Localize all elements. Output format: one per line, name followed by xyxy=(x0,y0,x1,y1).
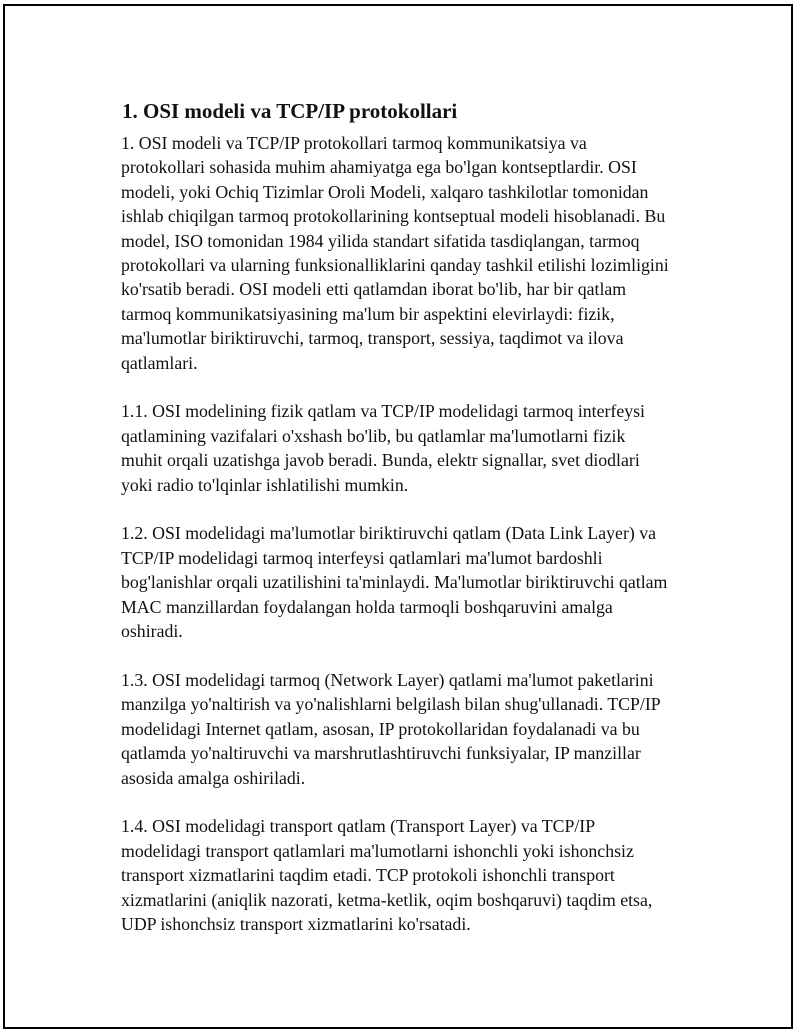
text-line: transport xizmatlarini taqdim etadi. TCP protokoli ishonchli transport xyxy=(121,865,615,886)
text-line: bog'lanishlar orqali uzatilishini ta'minlaydi. Ma'lumotlar biriktiruvchi qatlam xyxy=(121,572,668,593)
text-line: UDP ishonchsiz transport xizmatlarini ko'rsatadi. xyxy=(121,913,471,934)
text-line: model, ISO tomonidan 1984 yilida standart sifatida tasdiqlangan, tarmoq xyxy=(121,230,640,251)
text-line: modelidagi Internet qatlam, asosan, IP protokollaridan foydalanadi va bu xyxy=(121,718,640,739)
text-line: protokollari va ularning funksionalliklarini qanday tashkil etilishi lozimligini xyxy=(121,255,669,276)
text-line: qatlamlari. xyxy=(121,352,198,373)
paragraph-intro xyxy=(121,131,693,375)
document-title: 1. OSI modeli va TCP/IP protokollari xyxy=(122,99,458,123)
paragraph-1-1 xyxy=(121,399,693,497)
text-line: 1. OSI modeli va TCP/IP protokollari tarmoq kommunikatsiya va xyxy=(121,133,587,153)
text-line: ishlab chiqilgan tarmoq protokollarining kontseptual modeli hisoblanadi. Bu xyxy=(121,206,666,227)
text-line: modeli, yoki Ochiq Tizimlar Oroli Modeli, xalqaro tashkilotlar tomonidan xyxy=(121,181,649,202)
text-line: asosida amalga oshiriladi. xyxy=(121,767,306,788)
text-line: qatlamda yo'naltiruvchi va marshrutlashtiruvchi funksiyalar, IP manzillar xyxy=(121,743,641,764)
page-frame xyxy=(3,4,793,1029)
text-line: 1.1. OSI modelining fizik qatlam va TCP/IP modelidagi tarmoq interfeysi xyxy=(121,401,645,422)
text-line: manzilga yo'naltirish va yo'nalishlarni belgilash bilan shug'ullanadi. TCP/IP xyxy=(121,694,661,715)
text-line: xizmatlarini (aniqlik nazorati, ketma-ketlik, oqim boshqaruvi) taqdim etsa, xyxy=(121,889,653,910)
document-body xyxy=(121,98,693,961)
text-line: qatlamining vazifalari o'xshash bo'lib, bu qatlamlar ma'lumotlarni fizik xyxy=(121,425,626,446)
text-line: oshiradi. xyxy=(121,621,183,642)
text-line: 1.3. OSI modelidagi tarmoq (Network Layer) qatlami ma'lumot paketlarini xyxy=(121,669,654,690)
text-line: ma'lumotlar biriktiruvchi, tarmoq, transport, sessiya, taqdimot va ilova xyxy=(121,328,624,349)
paragraph-1-4 xyxy=(121,814,693,936)
text-line: 1.2. OSI modelidagi ma'lumotlar biriktiruvchi qatlam (Data Link Layer) va xyxy=(121,523,657,544)
text-line: yoki radio to'lqinlar ishlatilishi mumkin. xyxy=(121,474,409,495)
text-line: 1.4. OSI modelidagi transport qatlam (Transport Layer) va TCP/IP xyxy=(121,816,596,837)
text-line: muhit orqali uzatishga javob beradi. Bunda, elektr signallar, svet diodlari xyxy=(121,450,640,471)
paragraph-1-3 xyxy=(121,668,693,790)
text-line: ko'rsatib beradi. OSI modeli etti qatlamdan iborat bo'lib, har bir qatlam xyxy=(121,279,627,300)
text-line: TCP/IP modelidagi tarmoq interfeysi qatlamlari ma'lumot bardoshli xyxy=(121,547,603,568)
text-line: tarmoq kommunikatsiyasining ma'lum bir aspektini elevirlaydi: fizik, xyxy=(121,303,615,324)
text-line: protokollari sohasida muhim ahamiyatga ega bo'lgan kontseptlardir. OSI xyxy=(121,157,637,178)
text-line: modelidagi transport qatlamlari ma'lumotlarni ishonchli yoki ishonchsiz xyxy=(121,840,634,861)
paragraph-1-2 xyxy=(121,521,693,643)
text-line: MAC manzillardan foydalangan holda tarmoqli boshqaruvini amalga xyxy=(121,596,613,617)
